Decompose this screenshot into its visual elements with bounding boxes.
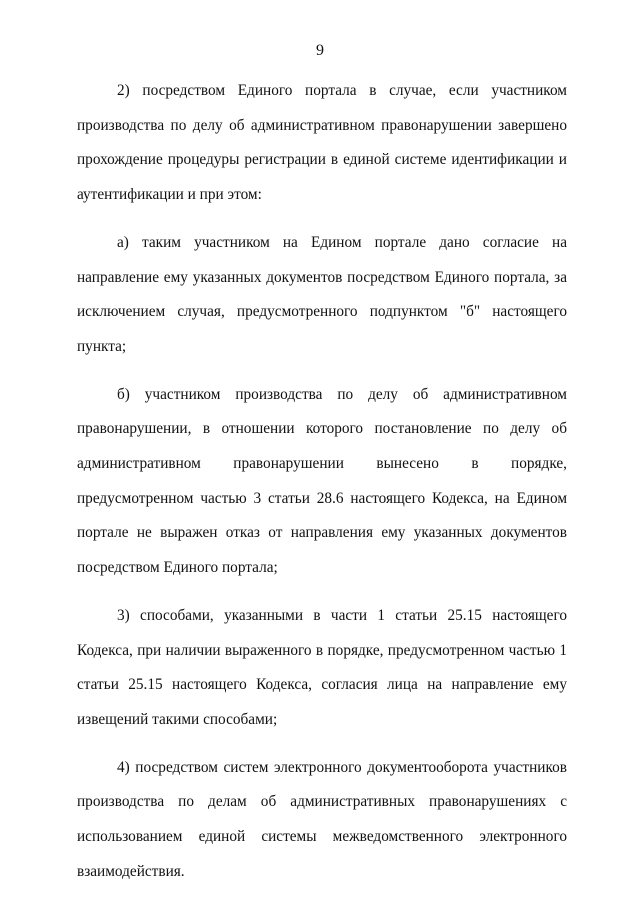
page-number: 9 <box>316 42 324 59</box>
paragraph-subitem-b: б) участником производства по делу об административном правонарушении, в отношении которого постановление по делу об административном правонарушении вынесено в порядке, предусмотренном частью 3 статьи 28.6 настоящего Кодекса, на Едином портале не выражен отказ от направления ему указанных документов посредством Единого портала; <box>77 385 567 577</box>
paragraph-item-4: 4) посредством систем электронного документооборота участников производства по делам об административных правонарушениях с использованием единой системы межведомственного электронного взаимодействия. <box>77 758 567 880</box>
paragraph-item-2: 2) посредством Единого портала в случае, если участником производства по делу об административном правонарушении завершено прохождение процедуры регистрации в единой системе идентификации и аутентификации и при этом: <box>77 82 567 204</box>
paragraph-subitem-a: а) таким участником на Едином портале дано согласие на направление ему указанных документов посредством Единого портала, за исключением случая, предусмотренного подпунктом "б" настоящего пункта; <box>77 233 567 355</box>
paragraph-item-3: 3) способами, указанными в части 1 статьи 25.15 настоящего Кодекса, при наличии выраженного в порядке, предусмотренном частью 1 статьи 25.15 настоящего Кодекса, согласия лица на направление ему извещений такими способами; <box>77 606 567 728</box>
document-body <box>77 74 567 902</box>
